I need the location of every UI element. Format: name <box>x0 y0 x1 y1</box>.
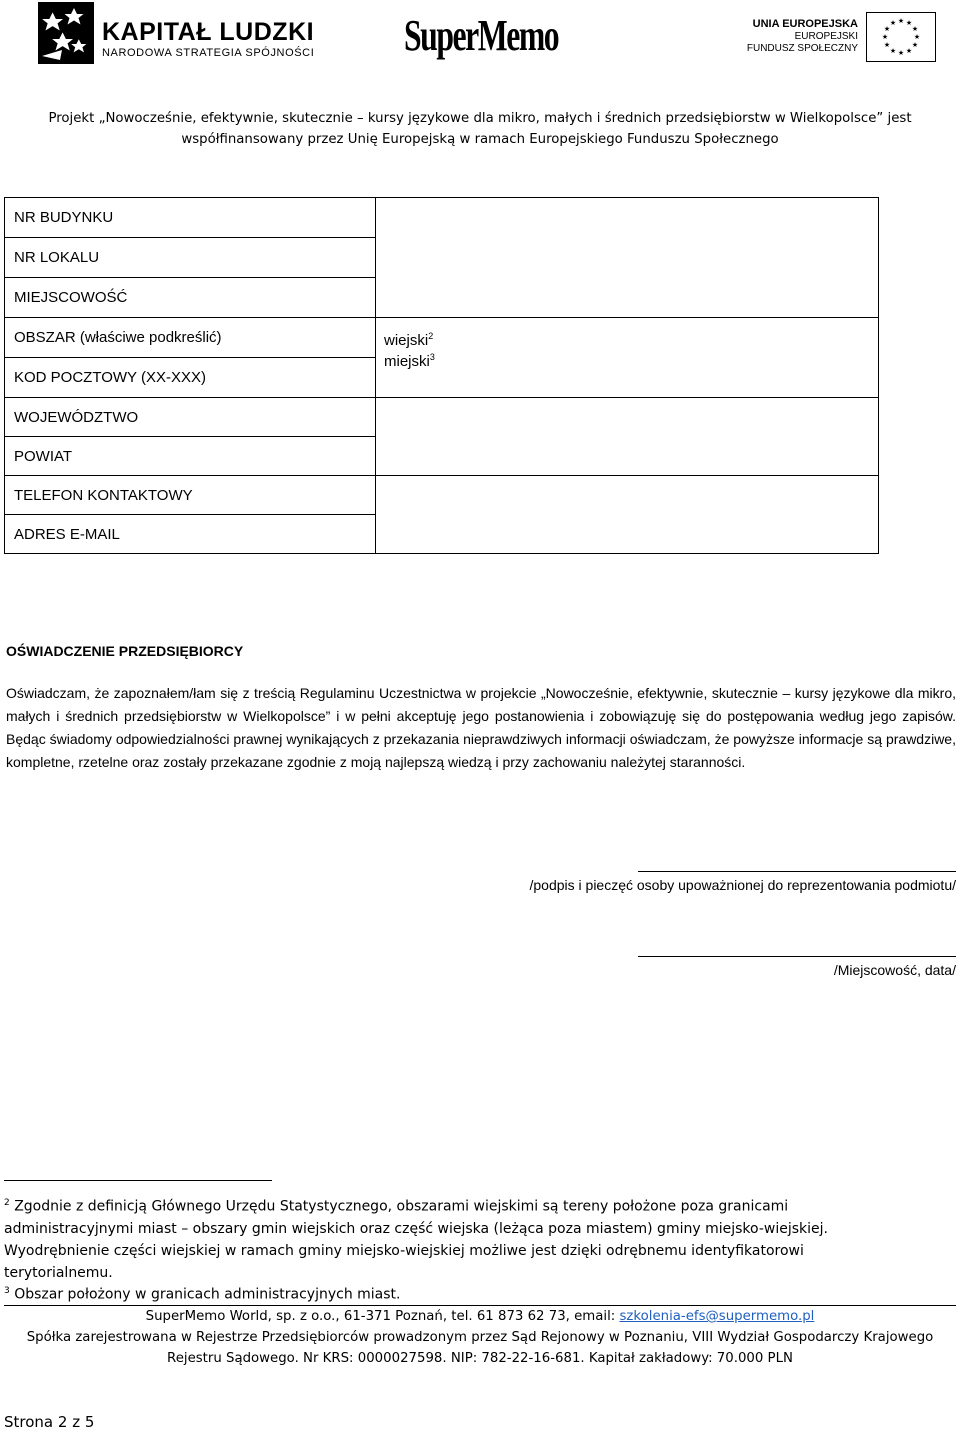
svg-text:★: ★ <box>911 41 919 49</box>
svg-text:★: ★ <box>905 47 913 55</box>
footnote-2-mark: 2 <box>4 1198 10 1208</box>
footer-address: SuperMemo World, sp. z o.o., 61-371 Poznań, tel. 61 873 62 73, email: <box>145 1309 620 1324</box>
declaration-text: Oświadczam, że zapoznałem/łam się z treścią Regulaminu Uczestnictwa w projekcie „Nowocześnie, efektywnie, skutecznie – kursy językowe dla mikro, małych i średnich przedsiębiorstw w Wielkopolsce” i w pełni akceptuję jego postanowienia i zobowiązuję się do postępowania według jego zapisów. Będąc świadomy odpowiedzialności prawnej wynikających z przekazania nieprawdziwych informacji oświadczam, że powyższe informacje są prawdziwe, kompletne, rzetelne oraz zostały przekazane zgodnie z moją najlepszą wiedzą i przy zachowaniu należytej staranności. <box>6 685 956 770</box>
kapital-ludzki-title: KAPITAŁ LUDZKI <box>102 18 315 46</box>
company-footer <box>0 1306 960 1369</box>
footnote-2 <box>4 1192 956 1284</box>
place-date-line[interactable] <box>638 956 956 957</box>
form-value-field[interactable] <box>376 398 879 476</box>
eu-logo-line1: UNIA EUROPEJSKA <box>752 18 858 30</box>
svg-text:★: ★ <box>889 47 897 55</box>
svg-text:★: ★ <box>883 41 891 49</box>
page-number: Strona 2 z 5 <box>4 1413 95 1431</box>
form-label: NR LOKALU <box>5 238 376 278</box>
area-option-urban[interactable]: miejski <box>384 353 430 370</box>
form-value-field[interactable] <box>376 198 879 318</box>
form-value-field[interactable] <box>376 476 879 554</box>
footer-email-link[interactable]: szkolenia-efs@supermemo.pl <box>619 1309 815 1324</box>
form-label: ADRES E-MAIL <box>5 515 376 554</box>
footnote-2-line4: terytorialnemu. <box>4 1264 113 1281</box>
area-option-rural[interactable]: wiejski <box>384 332 429 349</box>
footnote-2-line2: administracyjnymi miast – obszary gmin wiejskich oraz część wiejska (leżąca poza miastem) gminy miejsko-wiejskiej. <box>4 1220 828 1237</box>
applicant-form-table <box>4 197 879 554</box>
form-label: KOD POCZTOWY (XX-XXX) <box>5 358 376 398</box>
form-row-area-type <box>5 318 879 358</box>
svg-text:★: ★ <box>883 25 891 33</box>
footnote-ref-2: 2 <box>428 331 434 341</box>
project-info <box>0 108 960 150</box>
kapital-ludzki-subtitle: NARODOWA STRATEGIA SPÓJNOŚCI <box>102 47 315 59</box>
form-label: NR BUDYNKU <box>5 198 376 238</box>
signature-caption: /podpis i pieczęć osoby upoważnionej do reprezentowania podmiotu/ <box>529 877 956 893</box>
form-label: POWIAT <box>5 437 376 476</box>
form-row-building-number <box>5 198 879 238</box>
supermemo-logo-text: SuperMemo <box>404 11 559 60</box>
form-label: WOJEWÓDZTWO <box>5 398 376 437</box>
area-type-options[interactable] <box>376 318 879 398</box>
eu-flag-icon <box>866 12 936 62</box>
form-row-phone <box>5 476 879 515</box>
footnote-3 <box>4 1280 956 1306</box>
svg-text:★: ★ <box>913 33 921 41</box>
footnote-ref-3: 3 <box>429 352 435 362</box>
svg-text:★: ★ <box>905 19 913 27</box>
footnote-2-line1: Zgodnie z definicją Głównego Urzędu Statystycznego, obszarami wiejskimi są tereny położone poza granicami <box>14 1198 789 1215</box>
footnote-3-mark: 3 <box>4 1286 10 1296</box>
svg-text:★: ★ <box>897 17 905 25</box>
form-label: MIEJSCOWOŚĆ <box>5 278 376 318</box>
footer-registry-line1: Spółka zarejestrowana w Rejestrze Przedsiębiorców prowadzonym przez Sąd Rejonowy w Poznaniu, VIII Wydział Gospodarczy Krajowego <box>26 1330 934 1345</box>
footnote-separator <box>4 1180 272 1181</box>
eu-logo <box>746 12 940 64</box>
project-line-1: Projekt „Nowocześnie, efektywnie, skutecznie – kursy językowe dla mikro, małych i średnich przedsiębiorstw w Wielkopolsce” jest <box>48 111 912 126</box>
kapital-ludzki-logo <box>38 2 315 68</box>
footer-registry-line2: Rejestru Sądowego. Nr KRS: 0000027598. NIP: 782-22-16-681. Kapitał zakładowy: 70.000 PLN <box>167 1351 793 1366</box>
svg-text:★: ★ <box>889 19 897 27</box>
form-label: TELEFON KONTAKTOWY <box>5 476 376 515</box>
svg-text:★: ★ <box>911 25 919 33</box>
eu-logo-line2: EUROPEJSKI <box>794 31 858 42</box>
form-row-voivodeship <box>5 398 879 437</box>
svg-text:★: ★ <box>897 49 905 57</box>
supermemo-logo <box>404 8 559 64</box>
kapital-ludzki-emblem-icon <box>38 2 94 64</box>
project-line-2: współfinansowany przez Unię Europejską w ramach Europejskiego Funduszu Społecznego <box>181 132 779 147</box>
footnote-3-text: Obszar położony w granicach administracyjnych miast. <box>14 1286 401 1303</box>
svg-text:★: ★ <box>881 33 889 41</box>
form-label: OBSZAR (właściwe podkreślić) <box>5 318 376 358</box>
place-date-caption: /Miejscowość, data/ <box>833 962 956 978</box>
eu-logo-line3: FUNDUSZ SPOŁECZNY <box>746 43 858 54</box>
footnote-2-line3: Wyodrębnienie części wiejskiej w ramach gminy miejsko-wiejskiej możliwe jest dzięki odrębnemu identyfikatorowi <box>4 1242 804 1259</box>
signature-line[interactable] <box>638 871 956 872</box>
declaration-heading: OŚWIADCZENIE PRZEDSIĘBIORCY <box>6 643 244 659</box>
